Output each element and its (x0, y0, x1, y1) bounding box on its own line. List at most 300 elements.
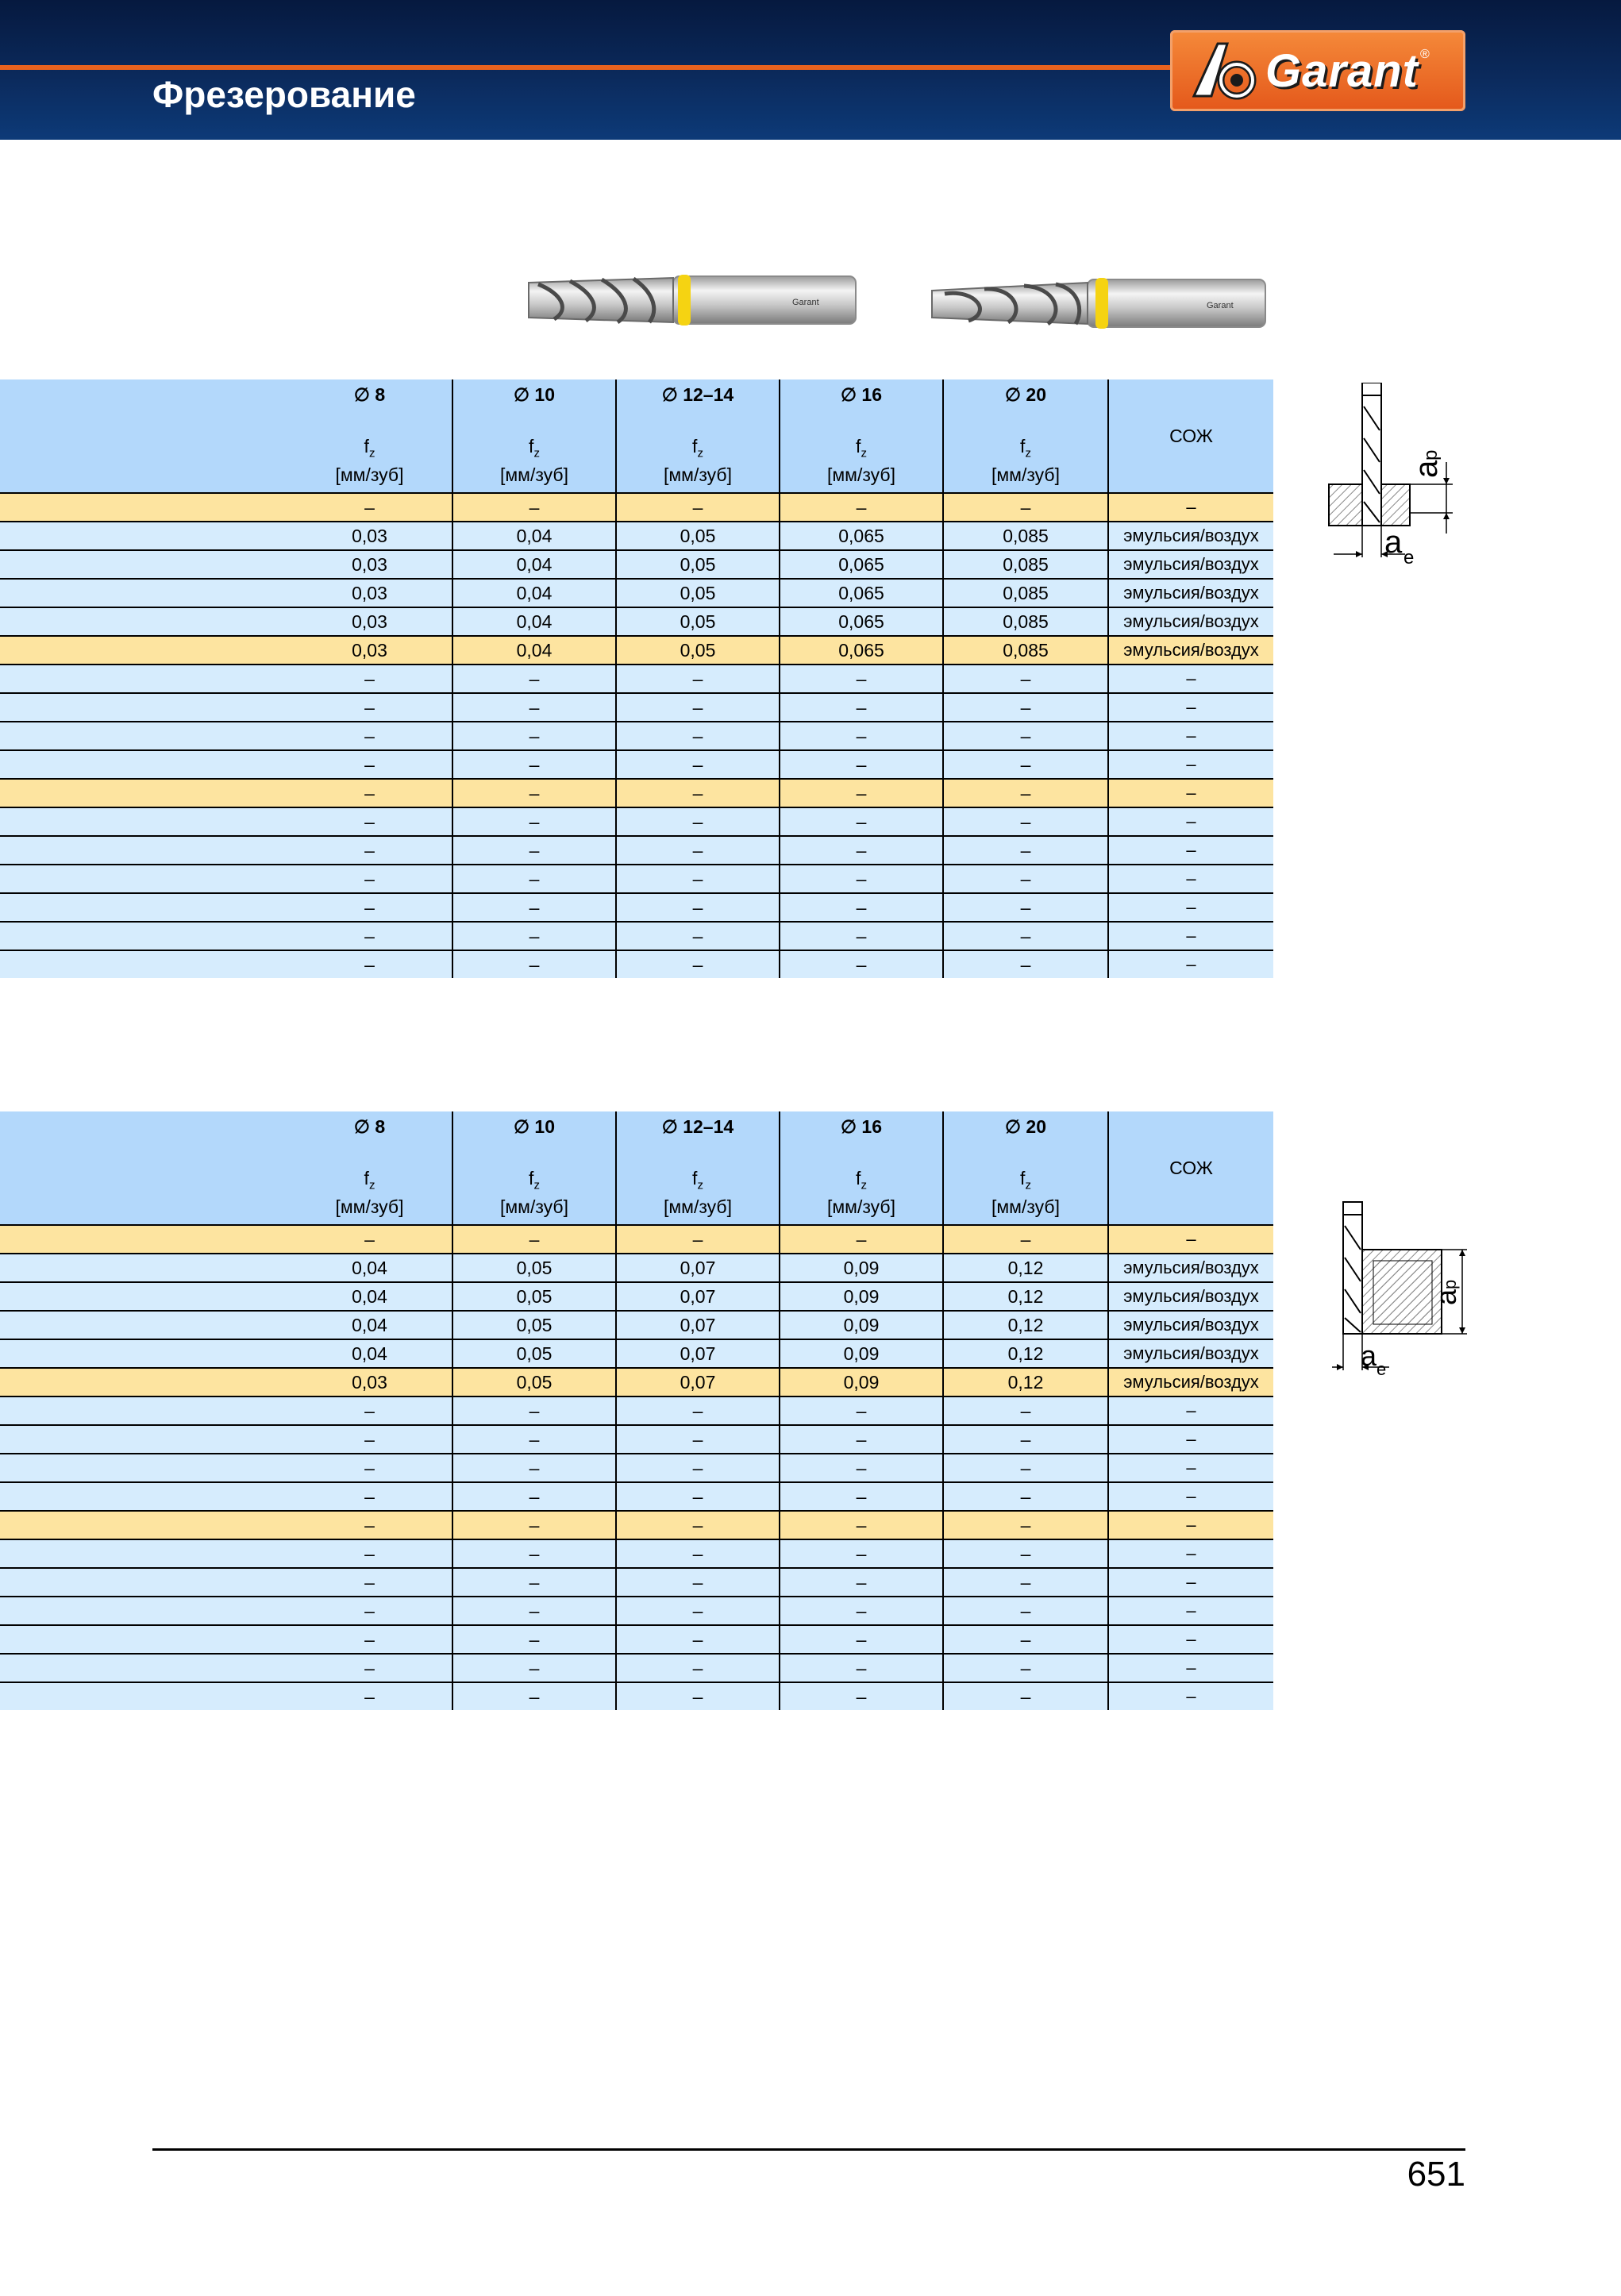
feed-value-cell: 0,05 (616, 522, 780, 550)
feed-value-cell: 0,09 (780, 1282, 943, 1311)
column-header (287, 379, 452, 493)
diameter-label: ∅ 12–14 (661, 384, 734, 405)
feed-value-cell: 0,05 (452, 1339, 616, 1368)
table-header-row (0, 1111, 1273, 1225)
feed-value-cell: – (943, 1654, 1108, 1682)
feed-value-cell: 0,12 (943, 1254, 1108, 1282)
feed-value-cell: – (943, 807, 1108, 836)
table-row (0, 522, 1273, 550)
feed-per-tooth-label: $f_z$ [мм/зуб] (663, 436, 732, 485)
row-label-cell (0, 950, 287, 978)
column-header (616, 1111, 780, 1225)
coolant-cell: – (1108, 779, 1273, 807)
feed-value-cell: – (616, 750, 780, 779)
table-row (0, 636, 1273, 665)
ap-sub-label-1: p (1420, 449, 1442, 460)
coolant-cell: – (1108, 807, 1273, 836)
header-blank-cell (0, 379, 287, 493)
coolant-cell: – (1108, 1625, 1273, 1654)
row-label-cell (0, 807, 287, 836)
feed-value-cell: – (452, 836, 616, 865)
feed-value-cell: – (616, 865, 780, 893)
feed-value-cell: – (616, 1625, 780, 1654)
feed-value-cell: – (943, 1454, 1108, 1482)
diameter-label: ∅ 8 (353, 1116, 386, 1137)
table-row (0, 1625, 1273, 1654)
page-number: 651 (1407, 2155, 1465, 2194)
feed-value-cell: – (943, 1425, 1108, 1454)
row-label-cell (0, 1254, 287, 1282)
cutting-data-table-2 (0, 1111, 1273, 1710)
column-header (452, 379, 616, 493)
row-label-cell (0, 779, 287, 807)
ae-label-1: a (1384, 525, 1403, 560)
coolant-cell: эмульсия/воздух (1108, 607, 1273, 636)
feed-value-cell: – (452, 779, 616, 807)
feed-value-cell: – (780, 750, 943, 779)
feed-per-tooth-label: $f_z$ [мм/зуб] (499, 1168, 568, 1217)
feed-value-cell: 0,05 (452, 1254, 616, 1282)
feed-value-cell: – (780, 1597, 943, 1625)
feed-value-cell: 0,03 (287, 550, 452, 579)
feed-value-cell: – (452, 1482, 616, 1511)
column-header (780, 1111, 943, 1225)
feed-value-cell: 0,03 (287, 1368, 452, 1396)
feed-value-cell: – (616, 922, 780, 950)
feed-value-cell: 0,12 (943, 1368, 1108, 1396)
feed-value-cell: 0,04 (452, 522, 616, 550)
diameter-label: ∅ 10 (513, 1116, 555, 1137)
feed-value-cell: – (943, 950, 1108, 978)
feed-value-cell: 0,12 (943, 1282, 1108, 1311)
row-label-cell (0, 865, 287, 893)
feed-value-cell: – (287, 779, 452, 807)
feed-per-tooth-label: $f_z$ [мм/зуб] (991, 1168, 1060, 1217)
coolant-cell: – (1108, 750, 1273, 779)
feed-value-cell: – (616, 779, 780, 807)
feed-value-cell: – (943, 1539, 1108, 1568)
feed-per-tooth-label: $f_z$ [мм/зуб] (991, 436, 1060, 485)
column-header (287, 1111, 452, 1225)
row-label-cell (0, 579, 287, 607)
feed-value-cell: 0,04 (287, 1339, 452, 1368)
feed-value-cell: – (616, 1425, 780, 1454)
feed-per-tooth-label: $f_z$ [мм/зуб] (663, 1168, 732, 1217)
feed-value-cell: – (943, 1682, 1108, 1710)
unit-label: [мм/зуб] (991, 464, 1060, 485)
table-row (0, 1425, 1273, 1454)
diameter-label: ∅ 20 (1004, 1116, 1046, 1137)
coolant-cell: – (1108, 1654, 1273, 1682)
table-row (0, 1654, 1273, 1682)
table-row (0, 1396, 1273, 1425)
feed-value-cell: – (780, 807, 943, 836)
feed-value-cell: – (943, 1625, 1108, 1654)
coolant-cell: эмульсия/воздух (1108, 522, 1273, 550)
feed-value-cell: – (452, 1682, 616, 1710)
header-accent-line (0, 65, 1175, 70)
coolant-cell: – (1108, 1682, 1273, 1710)
feed-value-cell: – (780, 1625, 943, 1654)
feed-value-cell: – (616, 836, 780, 865)
row-label-cell (0, 1654, 287, 1682)
feed-value-cell: – (616, 1454, 780, 1482)
ae-sub-label-2: e (1377, 1359, 1387, 1379)
unit-label: [мм/зуб] (335, 1196, 404, 1217)
row-label-cell (0, 1311, 287, 1339)
header-blank-cell (0, 1111, 287, 1225)
row-label-cell (0, 636, 287, 665)
feed-value-cell: – (780, 1539, 943, 1568)
coolant-cell: – (1108, 865, 1273, 893)
feed-value-cell: – (287, 750, 452, 779)
feed-value-cell: – (287, 807, 452, 836)
table-row (0, 1225, 1273, 1254)
feed-value-cell: 0,09 (780, 1339, 943, 1368)
page-title: Фрезерование (152, 74, 416, 115)
ae-sub-label-1: e (1403, 547, 1415, 568)
feed-value-cell: – (452, 750, 616, 779)
table-row (0, 807, 1273, 836)
feed-value-cell: – (287, 950, 452, 978)
feed-value-cell: 0,085 (943, 522, 1108, 550)
unit-label: [мм/зуб] (826, 1196, 895, 1217)
unit-label: [мм/зуб] (991, 1196, 1060, 1217)
feed-value-cell: 0,04 (452, 550, 616, 579)
feed-per-tooth-label: $f_z$ [мм/зуб] (335, 436, 404, 485)
feed-value-cell: – (780, 1568, 943, 1597)
feed-value-cell: 0,05 (616, 636, 780, 665)
table-row (0, 722, 1273, 750)
ap-label-2: a (1430, 1289, 1462, 1305)
feed-value-cell: 0,05 (452, 1311, 616, 1339)
feed-value-cell: – (287, 922, 452, 950)
feed-value-cell: – (943, 693, 1108, 722)
row-label-cell (0, 1539, 287, 1568)
feed-value-cell: – (452, 722, 616, 750)
feed-value-cell: – (616, 1568, 780, 1597)
coolant-cell: – (1108, 665, 1273, 693)
coolant-cell: – (1108, 1568, 1273, 1597)
column-header (452, 1111, 616, 1225)
coolant-cell: – (1108, 950, 1273, 978)
feed-value-cell: – (287, 693, 452, 722)
feed-value-cell: – (616, 1682, 780, 1710)
table-row (0, 1682, 1273, 1710)
table-row (0, 865, 1273, 893)
feed-value-cell: – (616, 1396, 780, 1425)
feed-value-cell: – (780, 1225, 943, 1254)
coolant-cell: – (1108, 1511, 1273, 1539)
row-label-cell (0, 1482, 287, 1511)
coolant-cell: – (1108, 1454, 1273, 1482)
feed-value-cell: 0,04 (452, 579, 616, 607)
feed-value-cell: – (287, 893, 452, 922)
row-label-cell (0, 522, 287, 550)
row-label-cell (0, 750, 287, 779)
ap-label-1: a (1409, 460, 1444, 478)
table-row (0, 1482, 1273, 1511)
diameter-label: ∅ 12–14 (661, 1116, 734, 1137)
row-label-cell (0, 1682, 287, 1710)
feed-value-cell: – (287, 493, 452, 522)
feed-value-cell: 0,09 (780, 1311, 943, 1339)
row-label-cell (0, 493, 287, 522)
feed-value-cell: 0,065 (780, 579, 943, 607)
row-label-cell (0, 693, 287, 722)
tool-2-brand-mark: Garant (1207, 301, 1234, 310)
feed-value-cell: – (616, 722, 780, 750)
feed-value-cell: – (943, 493, 1108, 522)
coolant-cell: – (1108, 722, 1273, 750)
feed-value-cell: 0,05 (616, 550, 780, 579)
table-row (0, 922, 1273, 950)
feed-value-cell: 0,065 (780, 522, 943, 550)
table-row (0, 1282, 1273, 1311)
table-row (0, 1568, 1273, 1597)
feed-value-cell: – (616, 893, 780, 922)
unit-label: [мм/зуб] (663, 1196, 732, 1217)
garant-logo (1170, 30, 1465, 111)
feed-value-cell: – (780, 1454, 943, 1482)
feed-value-cell: – (287, 722, 452, 750)
feed-value-cell: – (616, 693, 780, 722)
row-label-cell (0, 1568, 287, 1597)
feed-value-cell: – (287, 1625, 452, 1654)
feed-value-cell: – (452, 865, 616, 893)
coolant-cell: – (1108, 836, 1273, 865)
feed-value-cell: 0,03 (287, 607, 452, 636)
coolant-cell: эмульсия/воздух (1108, 579, 1273, 607)
row-label-cell (0, 1454, 287, 1482)
table-row (0, 1511, 1273, 1539)
row-label-cell (0, 893, 287, 922)
row-label-cell (0, 836, 287, 865)
end-mill-image-1 (522, 270, 861, 330)
ap-sub-label-2: p (1440, 1279, 1460, 1289)
feed-value-cell: – (287, 665, 452, 693)
coolant-cell: эмульсия/воздух (1108, 1368, 1273, 1396)
feed-value-cell: – (452, 1425, 616, 1454)
logo-brand-text: Garant (1265, 44, 1419, 97)
coolant-cell: эмульсия/воздух (1108, 1254, 1273, 1282)
table-row (0, 493, 1273, 522)
feed-value-cell: – (452, 1654, 616, 1682)
feed-value-cell: – (943, 1511, 1108, 1539)
feed-value-cell: 0,085 (943, 607, 1108, 636)
diameter-label: ∅ 8 (353, 384, 386, 405)
feed-value-cell: – (780, 1396, 943, 1425)
table-row (0, 665, 1273, 693)
row-label-cell (0, 1396, 287, 1425)
coolant-cell: эмульсия/воздух (1108, 1282, 1273, 1311)
diameter-label: ∅ 10 (513, 384, 555, 405)
feed-value-cell: 0,065 (780, 607, 943, 636)
unit-label: [мм/зуб] (663, 464, 732, 485)
coolant-cell: – (1108, 922, 1273, 950)
feed-value-cell: – (287, 1654, 452, 1682)
feed-value-cell: – (452, 807, 616, 836)
feed-value-cell: 0,04 (287, 1254, 452, 1282)
feed-value-cell: 0,07 (616, 1254, 780, 1282)
row-label-cell (0, 1282, 287, 1311)
diameter-label: ∅ 20 (1004, 384, 1046, 405)
page-header (0, 0, 1621, 140)
feed-value-cell: 0,05 (616, 607, 780, 636)
table-row (0, 1339, 1273, 1368)
feed-value-cell: – (780, 1511, 943, 1539)
row-label-cell (0, 922, 287, 950)
feed-value-cell: – (943, 893, 1108, 922)
slot-milling-diagram (1318, 383, 1477, 573)
coolant-header: СОЖ (1108, 1111, 1273, 1225)
feed-value-cell: – (452, 665, 616, 693)
feed-value-cell: – (452, 493, 616, 522)
end-mill-image-2 (929, 273, 1270, 333)
feed-value-cell: 0,085 (943, 550, 1108, 579)
feed-value-cell: – (780, 893, 943, 922)
feed-value-cell: – (943, 922, 1108, 950)
feed-value-cell: – (452, 693, 616, 722)
row-label-cell (0, 1425, 287, 1454)
feed-value-cell: – (780, 950, 943, 978)
feed-value-cell: – (452, 1568, 616, 1597)
feed-value-cell: – (943, 779, 1108, 807)
table-row (0, 579, 1273, 607)
feed-value-cell: – (452, 950, 616, 978)
feed-value-cell: – (780, 922, 943, 950)
feed-value-cell: – (616, 807, 780, 836)
logo-registered-mark: ® (1419, 48, 1430, 61)
diameter-label: ∅ 16 (840, 384, 882, 405)
feed-value-cell: – (943, 865, 1108, 893)
row-label-cell (0, 1225, 287, 1254)
coolant-cell: эмульсия/воздух (1108, 550, 1273, 579)
feed-value-cell: 0,04 (452, 607, 616, 636)
feed-value-cell: 0,04 (287, 1282, 452, 1311)
feed-value-cell: – (943, 750, 1108, 779)
feed-value-cell: – (452, 1396, 616, 1425)
feed-per-tooth-label: $f_z$ [мм/зуб] (826, 436, 895, 485)
feed-value-cell: 0,05 (452, 1368, 616, 1396)
feed-value-cell: 0,07 (616, 1282, 780, 1311)
feed-value-cell: – (780, 1482, 943, 1511)
unit-label: [мм/зуб] (826, 464, 895, 485)
feed-value-cell: – (616, 950, 780, 978)
unit-label: [мм/зуб] (499, 464, 568, 485)
feed-value-cell: 0,09 (780, 1254, 943, 1282)
feed-value-cell: 0,05 (616, 579, 780, 607)
coolant-cell: – (1108, 1539, 1273, 1568)
feed-value-cell: – (287, 1396, 452, 1425)
feed-per-tooth-label: $f_z$ [мм/зуб] (826, 1168, 895, 1217)
feed-value-cell: 0,065 (780, 550, 943, 579)
feed-value-cell: 0,085 (943, 579, 1108, 607)
feed-value-cell: – (780, 665, 943, 693)
feed-value-cell: – (943, 1568, 1108, 1597)
feed-value-cell: – (452, 1454, 616, 1482)
feed-value-cell: 0,065 (780, 636, 943, 665)
feed-value-cell: – (287, 1682, 452, 1710)
column-header (943, 1111, 1108, 1225)
feed-value-cell: 0,04 (452, 636, 616, 665)
footer-divider (152, 2148, 1465, 2151)
feed-value-cell: – (780, 493, 943, 522)
table-row (0, 779, 1273, 807)
coolant-cell: эмульсия/воздух (1108, 1311, 1273, 1339)
table-row (0, 836, 1273, 865)
table-row (0, 607, 1273, 636)
feed-value-cell: – (780, 865, 943, 893)
coolant-cell: эмульсия/воздух (1108, 636, 1273, 665)
coolant-cell: – (1108, 1396, 1273, 1425)
table-row (0, 1597, 1273, 1625)
table-row (0, 893, 1273, 922)
table-row (0, 1539, 1273, 1568)
ae-label-2: a (1361, 1339, 1377, 1372)
column-header (616, 379, 780, 493)
column-header (780, 379, 943, 493)
row-label-cell (0, 1511, 287, 1539)
feed-value-cell: – (616, 665, 780, 693)
feed-value-cell: – (452, 1539, 616, 1568)
feed-value-cell: – (616, 1225, 780, 1254)
feed-value-cell: – (452, 1597, 616, 1625)
column-header (943, 379, 1108, 493)
feed-value-cell: – (287, 836, 452, 865)
feed-value-cell: 0,05 (452, 1282, 616, 1311)
table-row (0, 1368, 1273, 1396)
table-row (0, 550, 1273, 579)
row-label-cell (0, 665, 287, 693)
feed-value-cell: – (287, 1482, 452, 1511)
feed-value-cell: 0,12 (943, 1311, 1108, 1339)
unit-label: [мм/зуб] (335, 464, 404, 485)
feed-value-cell: – (287, 1597, 452, 1625)
feed-value-cell: 0,09 (780, 1368, 943, 1396)
table-row (0, 950, 1273, 978)
feed-value-cell: – (780, 722, 943, 750)
side-milling-diagram (1326, 1199, 1484, 1389)
table-row (0, 693, 1273, 722)
feed-value-cell: – (943, 665, 1108, 693)
feed-value-cell: – (780, 1654, 943, 1682)
cutting-data-table-1 (0, 379, 1273, 978)
feed-value-cell: – (616, 1654, 780, 1682)
feed-value-cell: – (943, 836, 1108, 865)
feed-value-cell: – (287, 1454, 452, 1482)
feed-value-cell: – (780, 836, 943, 865)
feed-value-cell: – (287, 1539, 452, 1568)
coolant-cell: – (1108, 1225, 1273, 1254)
feed-value-cell: – (452, 893, 616, 922)
row-label-cell (0, 1339, 287, 1368)
coolant-header: СОЖ (1108, 379, 1273, 493)
row-label-cell (0, 722, 287, 750)
feed-value-cell: – (287, 1511, 452, 1539)
coolant-cell: – (1108, 893, 1273, 922)
feed-value-cell: – (287, 1568, 452, 1597)
feed-value-cell: 0,03 (287, 522, 452, 550)
feed-value-cell: – (452, 922, 616, 950)
unit-label: [мм/зуб] (499, 1196, 568, 1217)
coolant-cell: эмульсия/воздух (1108, 1339, 1273, 1368)
feed-value-cell: – (452, 1225, 616, 1254)
feed-value-cell: – (616, 493, 780, 522)
coolant-cell: – (1108, 493, 1273, 522)
feed-value-cell: 0,07 (616, 1339, 780, 1368)
feed-value-cell: – (287, 1425, 452, 1454)
